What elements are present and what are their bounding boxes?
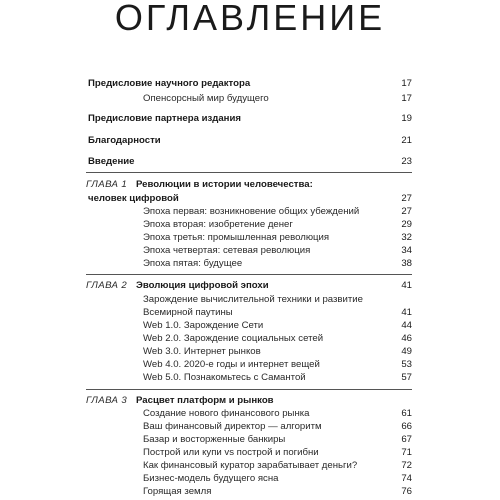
toc-entry-page: 19 xyxy=(401,113,412,124)
chapter-label: ГЛАВА 3 xyxy=(86,395,128,406)
toc-subentry-title: Web 1.0. Зарождение Сети xyxy=(143,320,264,331)
toc-subentry-title: Эпоха первая: возникновение общих убеждений xyxy=(143,206,360,217)
toc-entry-page: 46 xyxy=(401,333,412,344)
toc-subentry-title: Эпоха третья: промышленная революция xyxy=(143,232,330,243)
toc-entry-title: Предисловие партнера издания xyxy=(88,113,241,124)
chapter-title: человек цифровой xyxy=(88,193,179,204)
toc-entry-page: 41 xyxy=(401,307,412,318)
toc-subentry-title: Web 4.0. 2020-е годы и интернет вещей xyxy=(143,359,320,370)
page-title: ОГЛАВЛЕНИЕ xyxy=(114,0,386,38)
toc-subentry-title: Бизнес-модель будущего ясна xyxy=(143,473,279,484)
chapter-title: Расцвет платформ и рынков xyxy=(136,395,274,406)
toc-entry-page: 23 xyxy=(401,156,412,167)
toc-subentry-title: Web 2.0. Зарождение социальных сетей xyxy=(143,333,324,344)
toc-entry-page: 49 xyxy=(401,346,412,357)
toc-subentry-title: Зарождение вычислительной техники и развитие xyxy=(143,294,363,305)
toc-subentry-title: Горящая земля xyxy=(143,486,212,497)
toc-subentry-title: Построй или купи vs построй и погибни xyxy=(143,447,319,458)
toc-entry-page: 34 xyxy=(401,245,412,256)
toc-subentry-title: Web 5.0. Познакомьтесь с Самантой xyxy=(143,372,306,383)
toc-entry-page: 17 xyxy=(401,93,412,104)
chapter-divider xyxy=(86,274,412,275)
chapter-title: Эволюция цифровой эпохи xyxy=(136,280,269,291)
toc-entry-page: 17 xyxy=(401,78,412,89)
toc-entry-page: 32 xyxy=(401,232,412,243)
toc-entry-page: 66 xyxy=(401,421,412,432)
toc-subentry-title: Как финансовый куратор зарабатывает деньги? xyxy=(143,460,358,471)
toc-entry-page: 67 xyxy=(401,434,412,445)
toc-subentry-title: Эпоха вторая: изобретение денег xyxy=(143,219,293,230)
toc-entry-page: 27 xyxy=(401,206,412,217)
toc-subentry-title: Web 3.0. Интернет рынков xyxy=(143,346,261,357)
toc-subentry-title: Всемирной паутины xyxy=(143,307,233,318)
chapter-divider xyxy=(86,172,412,173)
toc-entry-title: Введение xyxy=(88,156,135,167)
chapter-divider xyxy=(86,389,412,390)
chapter-label: ГЛАВА 2 xyxy=(86,280,128,291)
toc-subentry-title: Эпоха пятая: будущее xyxy=(143,258,243,269)
toc-entry-page: 57 xyxy=(401,372,412,383)
chapter-page: 27 xyxy=(401,193,412,204)
toc-subentry-title: Опенсорсный мир будущего xyxy=(143,93,269,104)
toc-entry-page: 71 xyxy=(401,447,412,458)
toc-entry-page: 21 xyxy=(401,135,412,146)
toc-subentry-title: Ваш финансовый директор — алгоритм xyxy=(143,421,322,432)
toc-entry-page: 53 xyxy=(401,359,412,370)
toc-entry-page: 44 xyxy=(401,320,412,331)
chapter-page: 41 xyxy=(401,280,412,291)
toc-entry-page: 29 xyxy=(401,219,412,230)
chapter-label: ГЛАВА 1 xyxy=(86,179,128,190)
chapter-title: Революции в истории человечества: xyxy=(136,179,313,190)
chapter-page: 61 xyxy=(401,408,412,419)
toc-subentry-title: Базар и восторженные банкиры xyxy=(143,434,286,445)
toc-entry-page: 74 xyxy=(401,473,412,484)
toc-entry-page: 72 xyxy=(401,460,412,471)
toc-entry-page: 76 xyxy=(401,486,412,497)
toc-entry-title: Благодарности xyxy=(88,135,161,146)
toc-subentry-title: Создание нового финансового рынка xyxy=(143,408,310,419)
toc-entry-title: Предисловие научного редактора xyxy=(88,78,251,89)
toc-subentry-title: Эпоха четвертая: сетевая революция xyxy=(143,245,311,256)
toc-entry-page: 38 xyxy=(401,258,412,269)
